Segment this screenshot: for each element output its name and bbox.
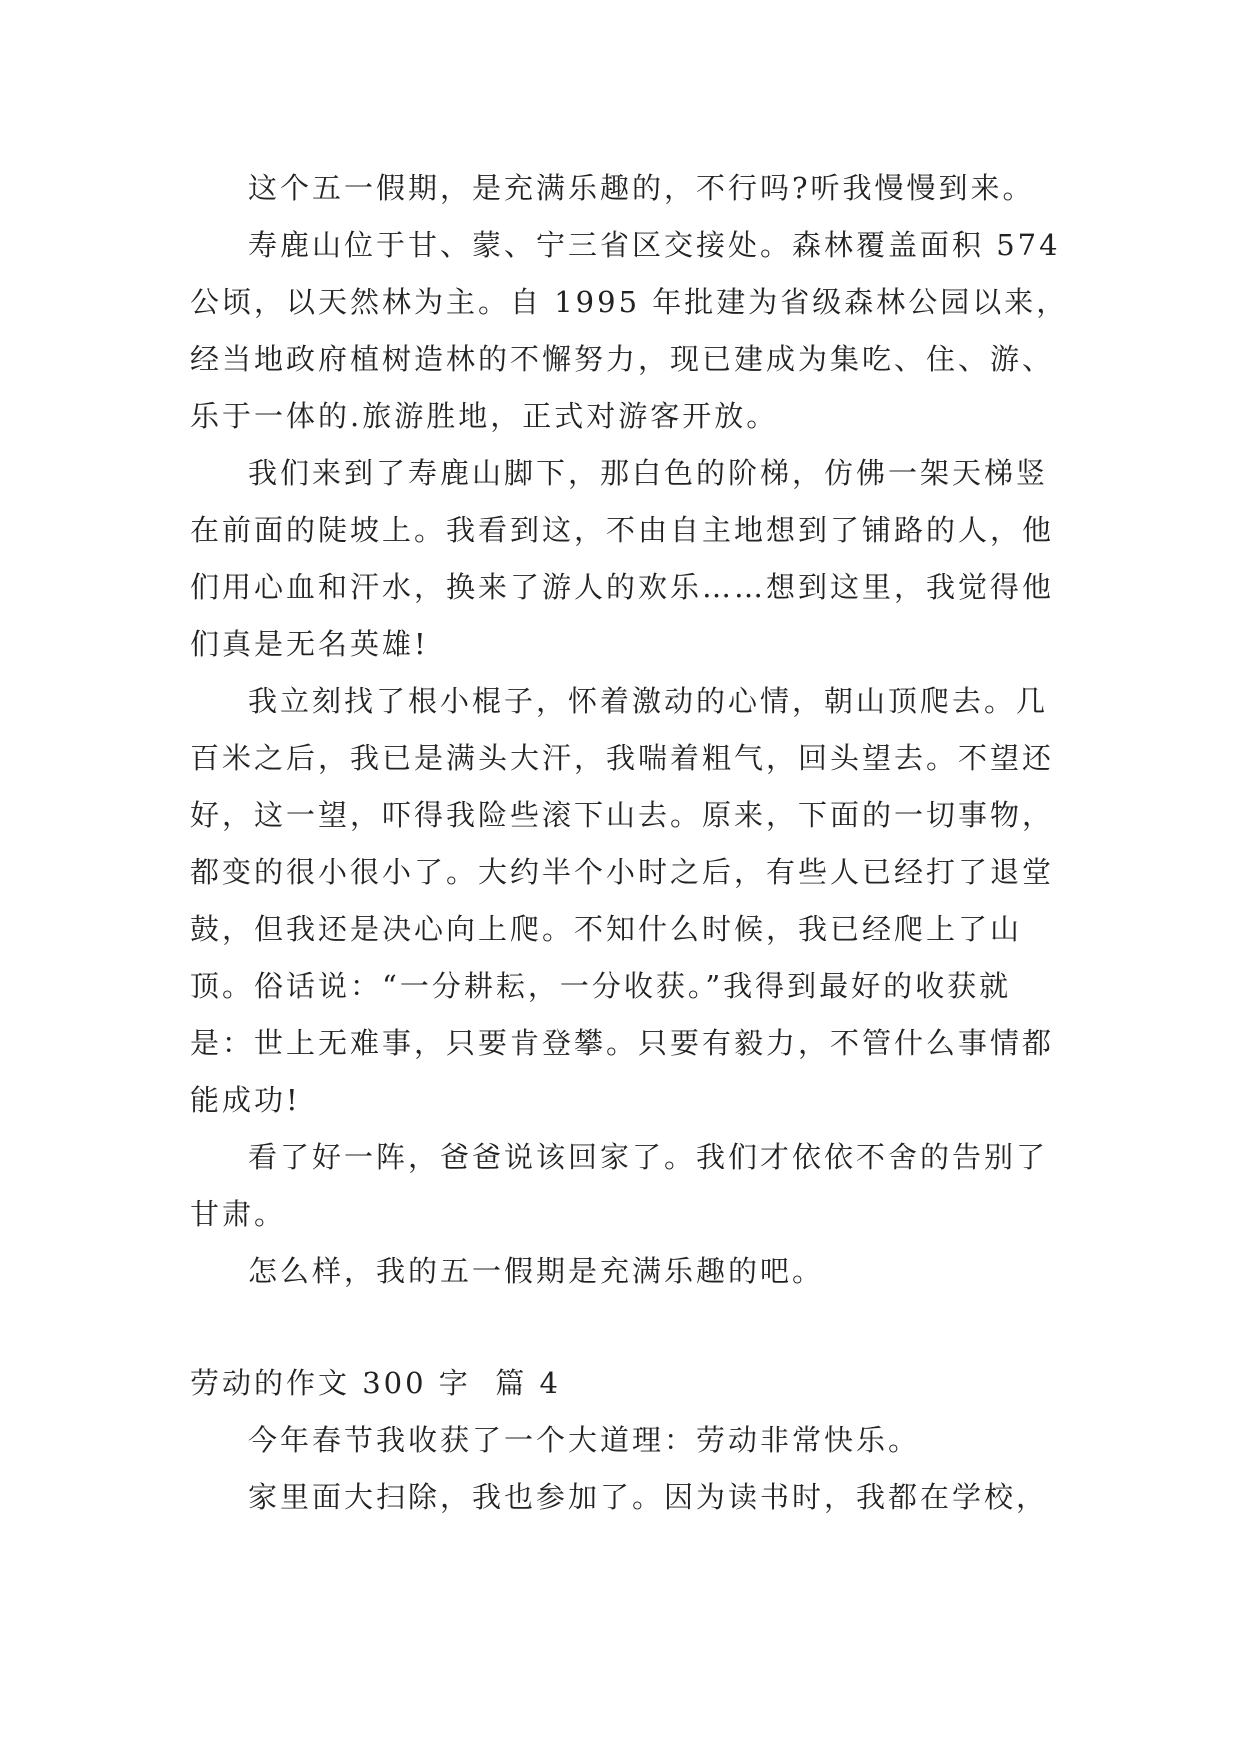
paragraph-conclusion: 怎么样，我的五一假期是充满乐趣的吧。 (248, 1254, 825, 1288)
document-body (190, 160, 1073, 1526)
paragraph-climb: 我立刻找了根小棍子，怀着激动的心情，朝山顶爬去。几百米之后，我已是满头大汗，我喘着粗气，回头望去。不望还好，这一望，吓得我险些滚下山去。原来，下面的一切事物，都变的很小很小了。大约半个小时之后，有些人已经打了退堂鼓，但我还是决心向上爬。不知什么时候，我已经爬上了山顶。俗话说：“一分耕耘，一分收获。”我得到最好的收获就是：世上无难事，只要肯登攀。只要有毅力，不管什么事情都能成功! (190, 684, 1055, 1117)
paragraph-cleaning: 家里面大扫除，我也参加了。因为读书时，我都在学校， (248, 1480, 1049, 1514)
paragraph-shoulu-mountain: 寿鹿山位于甘、蒙、宁三省区交接处。森林覆盖面积 574 公顷，以天然林为主。自 1995 年批建为省级森林公园以来，经当地政府植树造林的不懈努力，现已建成为集吃、住、游、乐于一体的.旅游胜地，正式对游客开放。 (190, 228, 1073, 433)
paragraph-intro: 这个五一假期，是充满乐趣的，不行吗?听我慢慢到来。 (248, 171, 1035, 205)
paragraph-stairs: 我们来到了寿鹿山脚下，那白色的阶梯，仿佛一架天梯竖在前面的陡坡上。我看到这，不由自主地想到了铺路的人，他们用心血和汗水，换来了游人的欢乐……想到这里，我觉得他们真是无名英雄! (190, 456, 1055, 661)
paragraph-go-home: 看了好一阵，爸爸说该回家了。我们才依依不舍的告别了甘肃。 (190, 1140, 1049, 1231)
paragraph-spring-festival: 今年春节我收获了一个大道理：劳动非常快乐。 (248, 1423, 921, 1457)
section-heading: 劳动的作文 300 字 篇 4 (190, 1366, 561, 1400)
